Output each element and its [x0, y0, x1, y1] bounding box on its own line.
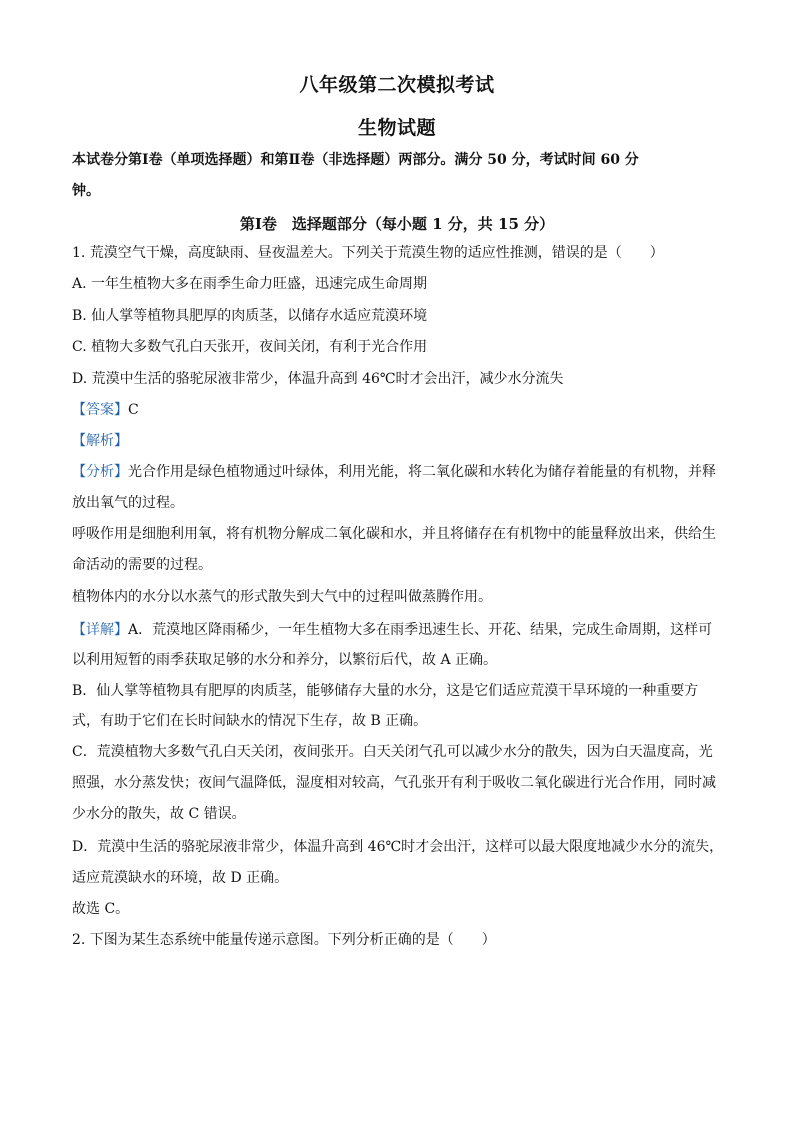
question-1-option-b: B. 仙人掌等植物具肥厚的肉质茎，以储存水适应荒漠环境 — [72, 308, 428, 324]
analysis-line-text: 少水分的散失，故 C 错误。 — [72, 806, 246, 822]
analysis-line — [72, 587, 492, 607]
analysis-line-text: 呼吸作用是细胞利用氧，将有机物分解成二氧化碳和水，并且将储存在有机物中的能量释放出来，供给生 — [72, 526, 716, 542]
analysis-line-text: C．荒漠植物大多数气孔白天关闭，夜间张开。白天关闭气孔可以减少水分的散失，因为白天温度高，光 — [72, 744, 713, 760]
analysis-line — [72, 650, 497, 670]
analysis-line — [72, 804, 246, 824]
section-title: 第Ⅰ卷 选择题部分（每小题 1 分，共 15 分） — [239, 215, 555, 233]
analysis-tag: 【解析】 — [72, 433, 128, 449]
analysis-line — [72, 555, 212, 575]
intro-line-2: 钟。 — [72, 183, 100, 199]
exam-subject: 生物试题 — [357, 117, 436, 139]
analysis-line-text: 适应荒漠缺水的环境，故 D 正确。 — [72, 870, 289, 886]
answer-tag: 【答案】 — [72, 402, 128, 418]
question-1-option-c: C. 植物大多数气孔白天张开，夜间关闭，有利于光合作用 — [72, 339, 428, 355]
analysis-line — [72, 462, 716, 482]
analysis-line-text: 故选 C。 — [72, 901, 130, 917]
intro-line-1: 本试卷分第Ⅰ卷（单项选择题）和第Ⅱ卷（非选择题）两部分。满分 50 分，考试时间 60 分 — [72, 152, 639, 168]
analysis-line — [72, 524, 716, 544]
analysis-line — [72, 742, 713, 762]
analysis-line-tag: 【分析】 — [72, 464, 128, 480]
analysis-line — [72, 837, 723, 857]
question-1-option-a: A. 一年生植物大多在雨季生命力旺盛，迅速完成生命周期 — [72, 276, 428, 292]
analysis-line-text: B．仙人掌等植物具有肥厚的肉质茎，能够储存大量的水分，这是它们适应荒漠干旱环境的一种重要方 — [72, 683, 699, 699]
analysis-line — [72, 711, 427, 731]
analysis-line — [72, 773, 716, 793]
question-2-stem: 2. 下图为某生态系统中能量传递示意图。下列分析正确的是（ ） — [72, 932, 496, 948]
question-1-option-d: D. 荒漠中生活的骆驼尿液非常少，体温升高到 46℃时才会出汗，减少水分流失 — [72, 371, 564, 387]
analysis-line-text: 光合作用是绿色植物通过叶绿体，利用光能，将二氧化碳和水转化为储存着能量的有机物，并释 — [128, 464, 716, 480]
analysis-line-text: 式，有助于它们在长时间缺水的情况下生存，故 B 正确。 — [72, 713, 428, 729]
analysis-line — [72, 493, 184, 513]
answer-value: C — [128, 402, 139, 418]
analysis-line-text: 以利用短暂的雨季获取足够的水分和养分，以繁衍后代，故 A 正确。 — [72, 652, 498, 668]
analysis-line — [72, 899, 129, 919]
analysis-line-text: 放出氧气的过程。 — [72, 495, 184, 511]
analysis-line-text: 植物体内的水分以水蒸气的形式散失到大气中的过程叫做蒸腾作用。 — [72, 589, 492, 605]
analysis-line — [72, 681, 698, 701]
analysis-line-tag: 【详解】 — [72, 622, 128, 638]
analysis-line — [72, 620, 712, 640]
analysis-line-text: A．荒漠地区降雨稀少，一年生植物大多在雨季迅速生长、开花、结果，完成生命周期，这样可 — [128, 622, 713, 638]
analysis-line-text: 命活动的需要的过程。 — [72, 557, 212, 573]
question-1-stem: 1. 荒漠空气干燥，高度缺雨、昼夜温差大。下列关于荒漠生物的适应性推测，错误的是（ ） — [72, 245, 664, 261]
analysis-line-text: 照强，水分蒸发快；夜间气温降低，湿度相对较高，气孔张开有利于吸收二氧化碳进行光合作用，同时减 — [72, 775, 716, 791]
answer-row — [72, 400, 139, 420]
analysis-line-text: D．荒漠中生活的骆驼尿液非常少，体温升高到 46℃时才会出汗，这样可以最大限度地减少水分的流失， — [72, 839, 724, 855]
analysis-line — [72, 868, 288, 888]
exam-title: 八年级第二次模拟考试 — [299, 74, 495, 96]
